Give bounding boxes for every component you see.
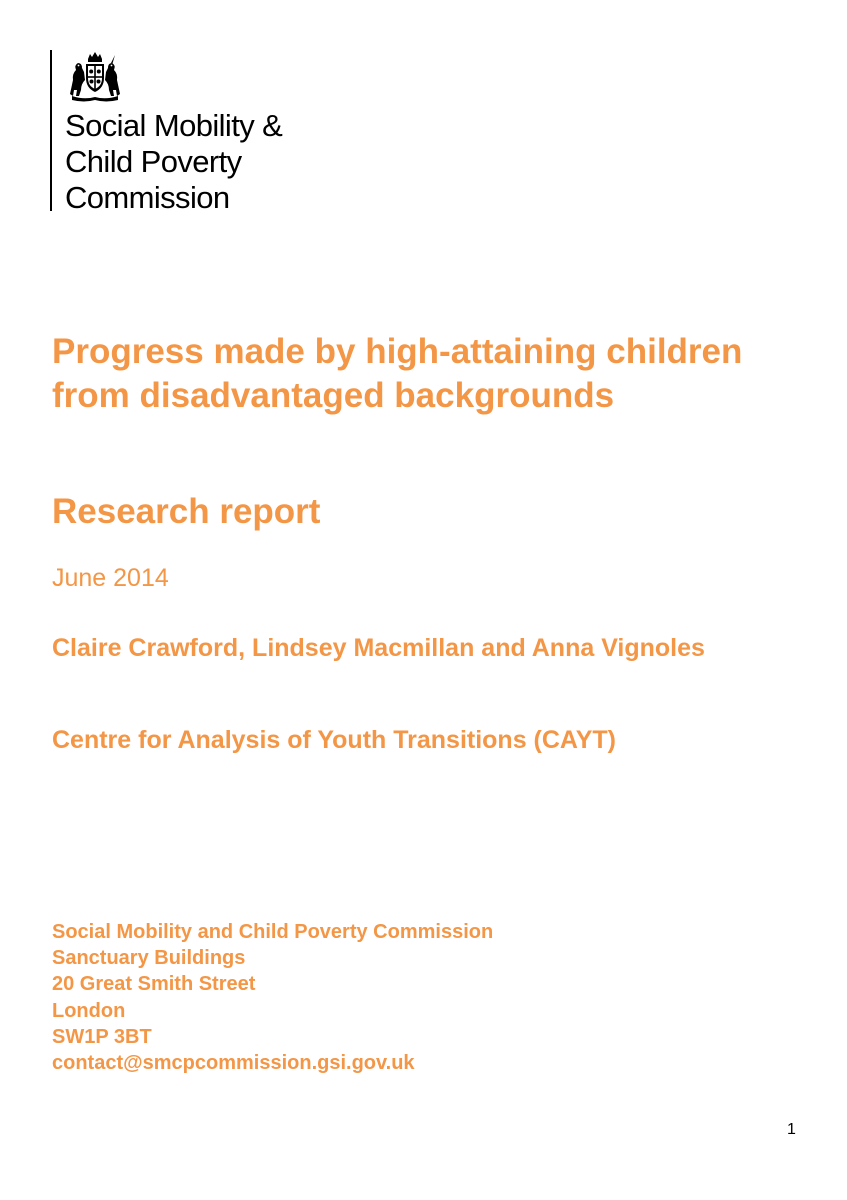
logo-line-2: Child Poverty: [65, 144, 242, 179]
contact-address: [52, 919, 493, 1076]
report-title: Progress made by high-attaining children from disadvantaged backgrounds: [52, 332, 743, 415]
publication-date: June 2014: [52, 564, 169, 592]
logo-wordmark: [65, 108, 282, 216]
report-subtitle: Research report: [52, 492, 321, 531]
royal-coat-of-arms-icon: [64, 50, 126, 102]
logo-line-1: Social Mobility &: [65, 108, 283, 143]
page-number: 1: [787, 1121, 796, 1138]
logo-line-3: Commission: [65, 180, 230, 215]
address-line-postcode: SW1P 3BT: [52, 1025, 152, 1048]
research-centre: Centre for Analysis of Youth Transitions (CAYT): [52, 726, 616, 754]
report-authors: Claire Crawford, Lindsey Macmillan and Anna Vignoles: [52, 634, 705, 662]
address-line-street: 20 Great Smith Street: [52, 973, 256, 996]
logo-divider-rule: [50, 50, 52, 211]
address-line-organisation: Social Mobility and Child Poverty Commission: [52, 921, 494, 943]
address-line-building: Sanctuary Buildings: [52, 947, 246, 970]
contact-email: contact@smcpcommission.gsi.gov.uk: [52, 1052, 415, 1075]
commission-logo: [50, 50, 350, 215]
address-line-city: London: [52, 999, 126, 1022]
